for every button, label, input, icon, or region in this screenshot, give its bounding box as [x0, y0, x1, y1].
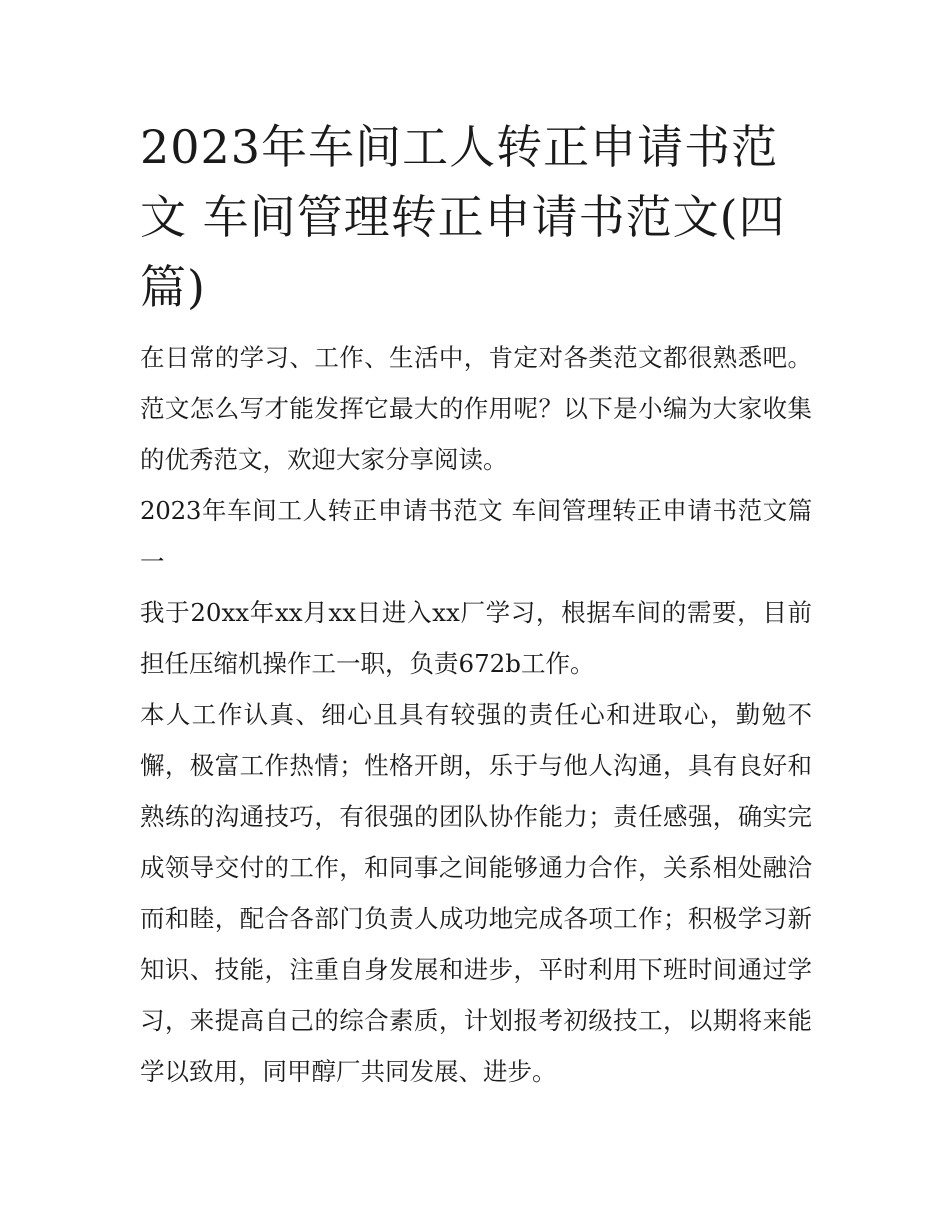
document-title: 2023年车间工人转正申请书范文 车间管理转正申请书范文(四篇) — [140, 120, 786, 314]
document-page — [140, 112, 812, 1097]
body-paragraph-1: 我于20xx年xx月xx日进入xx厂学习，根据车间的需要，目前担任压缩机操作工一职，负责672b工作。 — [140, 598, 812, 678]
section-heading: 2023年车间工人转正申请书范文 车间管理转正申请书范文篇一 — [140, 496, 812, 576]
body-paragraph-2: 本人工作认真、细心且具有较强的责任心和进取心，勤勉不懈，极富工作热情；性格开朗，乐于与他人沟通，具有良好和熟练的沟通技巧，有很强的团队协作能力；责任感强，确实完成领导交付的工作，和同事之间能够通力合作，关系相处融洽而和睦，配合各部门负责人成功地完成各项工作；积极学习新知识、技能，注重自身发展和进步，平时利用下班时间通过学习，来提高自己的综合素质，计划报考初级技工，以期将来能学以致用，同甲醇厂共同发展、进步。 — [140, 700, 812, 1086]
intro-paragraph: 在日常的学习、工作、生活中，肯定对各类范文都很熟悉吧。范文怎么写才能发挥它最大的作用呢？以下是小编为大家收集的优秀范文，欢迎大家分享阅读。 — [140, 343, 812, 474]
